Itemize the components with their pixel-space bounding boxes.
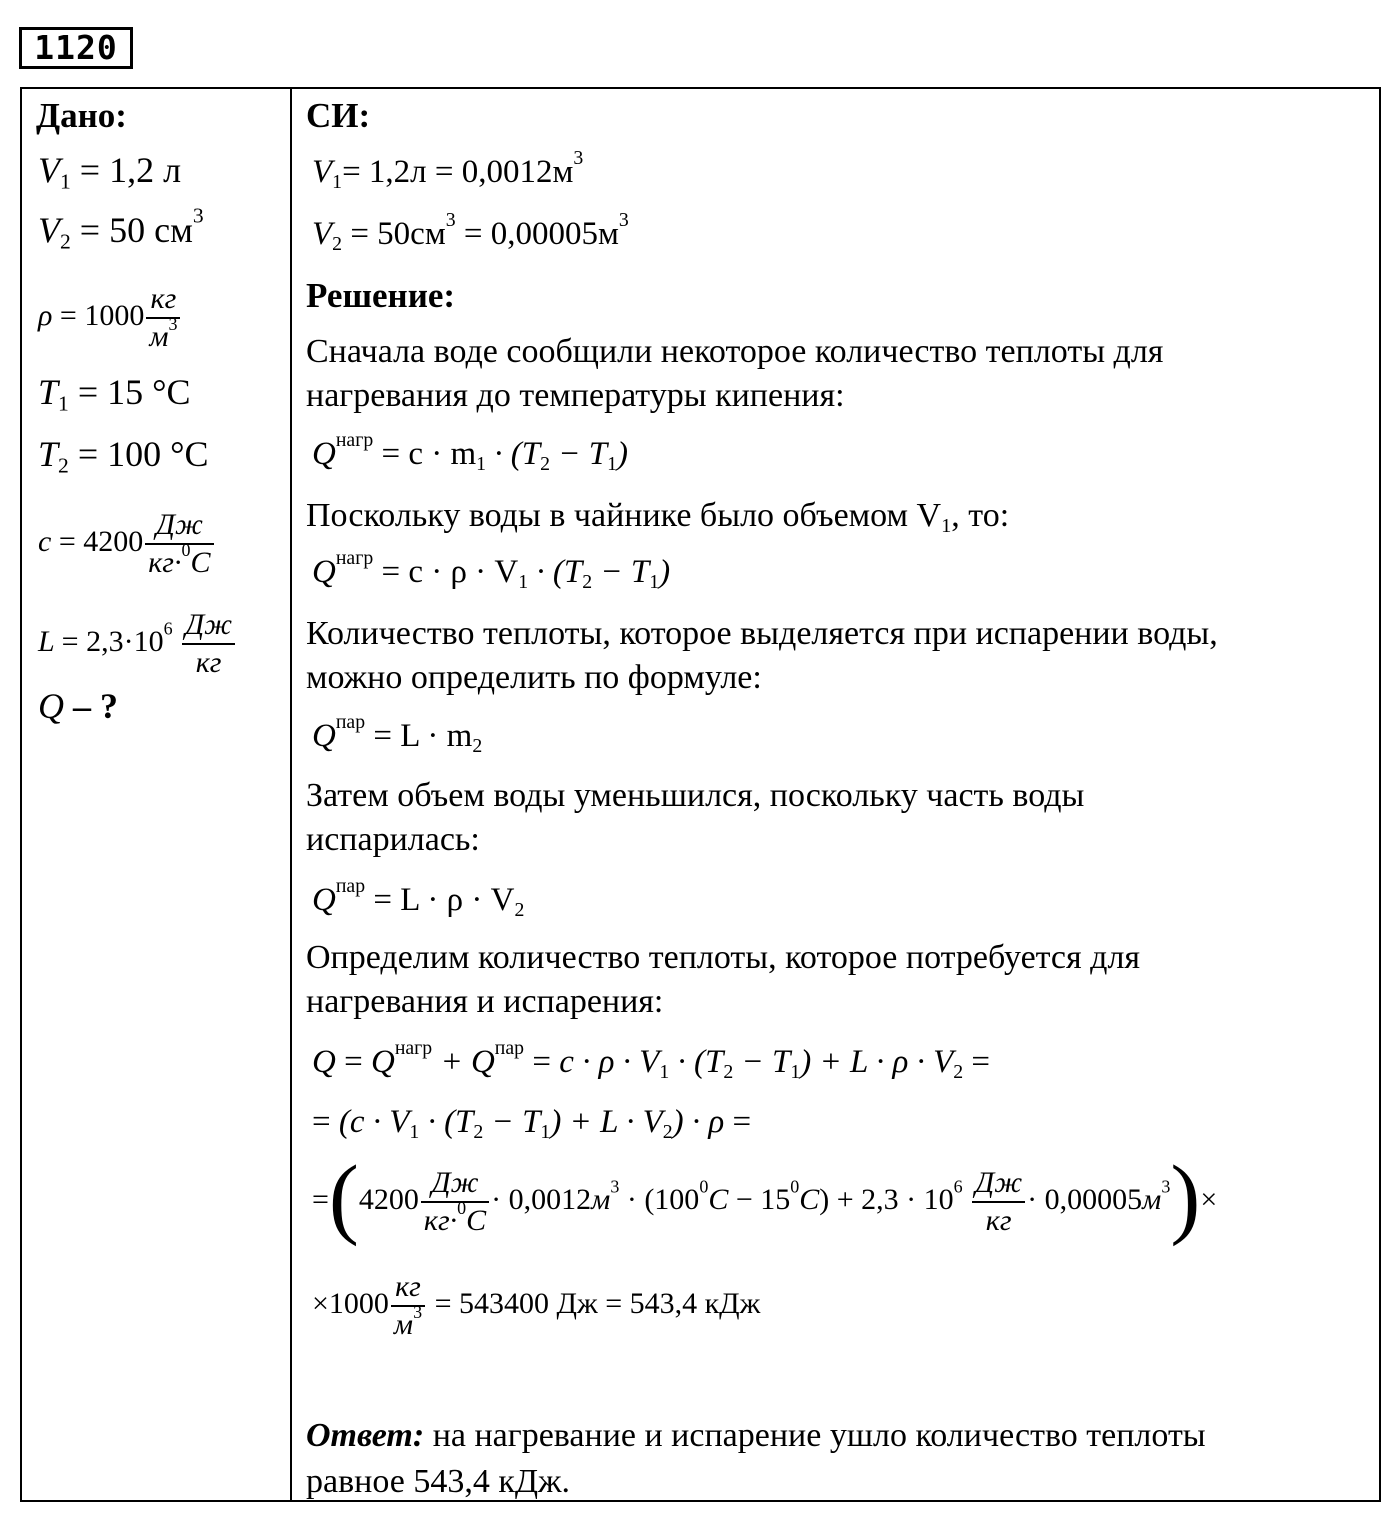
problem-number: 1120 xyxy=(19,27,133,69)
si-v2: $V_2 = 50см^3 = 0,00005м^3$ xyxy=(312,209,629,255)
formula-heating: $Q^{нагр} = c \cdot m_1 \cdot (T_2 - T_1)$ xyxy=(312,429,629,475)
solution-text-3a: Количество теплоты, которое выделяется при испарении воды, xyxy=(306,615,1218,652)
solution-text-3b: можно определить по формуле: xyxy=(306,659,762,696)
given-v2: $V_2 = 50$ $см^3$ xyxy=(38,203,204,254)
given-header: Дано: xyxy=(36,96,127,135)
formula-total-2: = $(c \cdot V_1 \cdot (T_2 - T_1) + L \cdot V_2) \cdot \rho$ = xyxy=(312,1104,752,1143)
solution-header: Решение: xyxy=(306,276,456,315)
solution-text-1b: нагревания до температуры кипения: xyxy=(306,377,845,414)
solution-text-1a: Сначала воде сообщили некоторое количество теплоты для xyxy=(306,333,1164,370)
formula-heating-volume: $Q^{нагр} = c \cdot \rho \cdot V_1 \cdot (T_2 - T_1)$ xyxy=(312,547,671,593)
given-t2: $T_2 = 100$ °С xyxy=(38,434,209,478)
formula-vapor-volume: $Q^{пар} = L \cdot \rho \cdot V_2$ xyxy=(312,875,525,921)
si-v1: $V_1= 1,2л = 0,0012м^3$ xyxy=(312,147,584,193)
solution-text-5b: нагревания и испарения: xyxy=(306,983,664,1020)
answer-line-1: Ответ: на нагревание и испарение ушло количество теплоты xyxy=(306,1417,1206,1454)
given-c: c = 4200 $\frac{Дж}{кг\cdot^0С}$ xyxy=(38,510,216,578)
column-divider xyxy=(290,87,292,1502)
si-header: СИ: xyxy=(306,96,371,135)
solution-text-2: Поскольку воды в чайнике было объемом $V_1$, то: xyxy=(306,497,1010,538)
answer-line-2: равное 543,4 кДж. xyxy=(306,1463,571,1500)
formula-total-3: =(4200 $\frac{Дж}{кг\cdot^0С}$ · $0,0012м^3 \cdot (100^0С - 15^0С) + 2,3 \cdot 10^6$ $\frac{Дж}{кг}$ · $0,00005м^3)\times$ xyxy=(312,1147,1218,1247)
formula-total-1: $Q = Q^{нагр} + Q^{пар} = c \cdot \rho \cdot V_1 \cdot (T_2 - T_1) + L \cdot \rho \cdot V_2$ = xyxy=(312,1037,991,1083)
given-unknown: Q – ? xyxy=(38,686,118,726)
solution-text-4b: испарилась: xyxy=(306,821,480,858)
solution-text-4a: Затем объем воды уменьшился, поскольку часть воды xyxy=(306,777,1085,814)
given-rho: ρ = 1000 $\frac{кг}{м^3}$ xyxy=(38,284,182,352)
given-l: $L = 2,3\cdot 10^6$ $\frac{Дж}{кг}$ xyxy=(38,610,237,678)
solution-text-5a: Определим количество теплоты, которое потребуется для xyxy=(306,939,1141,976)
formula-total-4: ×1000 $\frac{кг}{м^3}$ = 543400 Дж = 543,4 кДж xyxy=(312,1270,761,1341)
given-v1: $V_1 = 1,2$ л xyxy=(38,150,182,194)
given-t1: $T_1 = 15$ °С xyxy=(38,372,191,416)
formula-vapor: $Q^{пар} = L \cdot m_2$ xyxy=(312,711,483,757)
